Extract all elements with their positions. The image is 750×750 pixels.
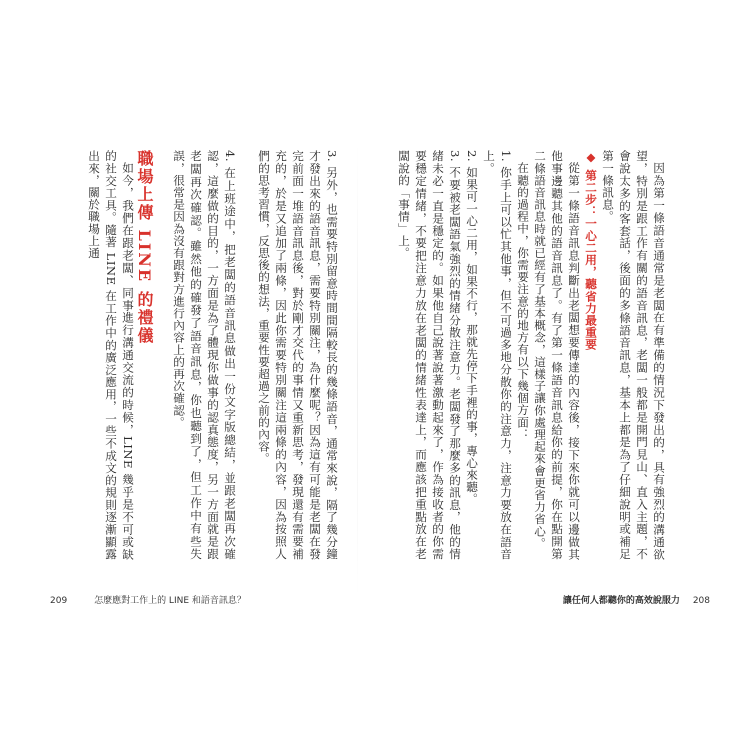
diamond-bullet-icon: ◆ (584, 150, 598, 165)
body-paragraph: 因為第一條語音通常是老闆在有準備的情況下發出的，具有強烈的溝通欲望，特別是跟工作有關的語音訊息，老闆一般都是開門見山、直入主題，不會說太多的客套話，後面的多條語音訊息，基本上都是為了仔細說明或補足第一條訊息。 (601, 150, 666, 560)
chapter-heading: 職場上傳 LINE 的禮儀 (135, 150, 154, 345)
list-item: 3. 不要被老闆語氣強烈的情緒分散注意力。老闆發了那麼多的訊息，他的情緒未必一直是穩定的。如果他自己說著說著激動起來了，作為接收者的你需要穩定情緒，不要把注意力放在老闆的情緒性表達上，而應該把重點放在老闆說的「事情」上。 (397, 150, 462, 560)
page-number: 209 (50, 596, 68, 606)
list-item: 1. 你手上可以忙其他事，但不可過多地分散你的注意力，注意力要放在語音上。 (482, 150, 513, 560)
left-page-text (85, 150, 340, 560)
page-number: 208 (692, 596, 710, 606)
running-title: 讓任何人都聽你的高效說服力 (562, 596, 680, 606)
running-title: 怎麼應對工作上的 LINE 和語音訊息？ (94, 596, 246, 606)
section-heading (582, 150, 599, 560)
body-paragraph: 從第一條語音訊息判斷出老闆想要傳達的內容後，接下來你就可以邊做其他事邊聽其他的語音訊息了。有了第一條語音訊息給你的前提，你在點開第二條語音訊息時就已經有了基本概念，這樣子讓你處理起來會更省力省心。 (533, 150, 581, 560)
left-page (85, 150, 339, 560)
section-heading-text: 第二步：一心二用，聽省力最重要 (584, 169, 598, 351)
list-item: 4. 在上班途中，把老闆的語音訊息做出一份文字版總結，並跟老闆再次確認，這麼做的目的，一方面是為了體現你做事的認真態度，另一方面就是跟老闆再次確認。雖然他的確發了語音訊息，你也聽到了，但工作中有些失誤，很常是因為沒有跟對方進行內容上的再次確認。 (172, 150, 237, 560)
right-page (395, 150, 695, 560)
list-item: 2. 如果可一心二用，如果不行，那就先停下手裡的事，專心來聽。 (465, 150, 479, 506)
right-page-text (395, 150, 667, 560)
right-footer (563, 593, 710, 606)
body-paragraph: 在聽的過程中，你需要注意的地方有以下幾個方面： (516, 161, 530, 440)
list-item: 3. 另外，也需要特別留意時間間隔較長的幾條語音，通常來說，隔了幾分鐘才發出來的語音訊息，需要特別關注，為什麼呢？因為這有可能是老闆在發完前面一堆語音訊息後，對於剛才交代的事情又重新思考，發現還有需要補充的，於是又追加了兩條，因此你需要特別關注這兩條的內容，因為按照人們的思考習慣，反思後的想法，重要性要超過之前的內容。 (257, 150, 339, 560)
body-paragraph: 如今，我們在跟老闆、同事進行溝通交流的時候，LINE 幾乎是不可或缺的社交工具。隨著 LINE 在工作中的廣泛應用，一些不成文的規則逐漸顯露出來，關於職場上通 (87, 150, 135, 560)
book-gutter (357, 140, 358, 600)
left-footer (50, 593, 246, 606)
